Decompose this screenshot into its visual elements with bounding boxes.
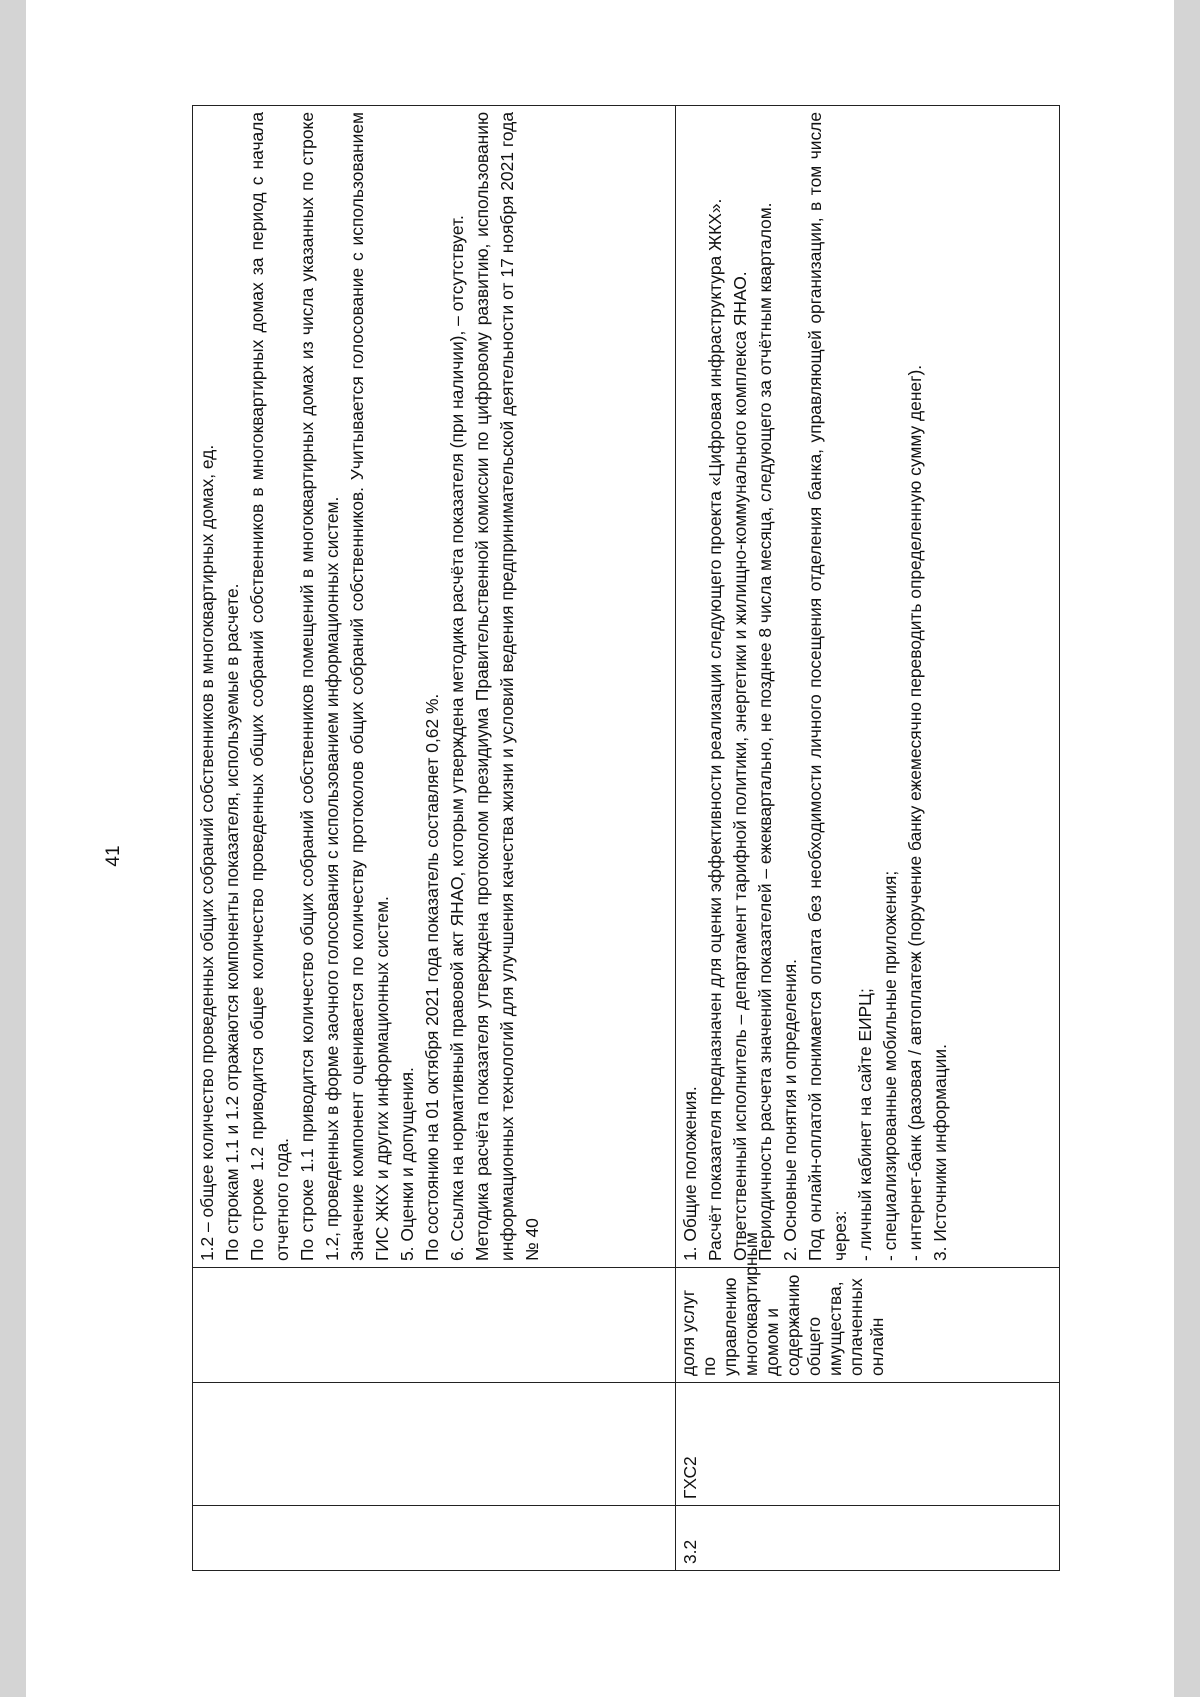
methodology-paragraph: Расчёт показателя предназначен для оценки эффективности реализации следующего проекта «Цифровая инфраструктура ЖКХ». xyxy=(705,198,725,1261)
table-row xyxy=(676,106,1060,1571)
indicator-code-cell: ГХС2 xyxy=(676,1383,1060,1506)
methodology-paragraph: 5. Оценки и допущения. xyxy=(397,1067,417,1261)
indicator-name-cell: доля услуг по управлению многоквартирным домом и содержанию общего имущества, оплаченных онлайн xyxy=(676,1268,1060,1383)
methodology-paragraph: 6. Ссылка на нормативный правовой акт ЯНАО, которым утверждена методика расчёта показателя (при наличии), – отсутствует. xyxy=(447,215,467,1261)
methodology-paragraph: - интернет-банк (разовая / автоплатеж (поручение банку ежемесячно переводить определенную сумму денег). xyxy=(905,364,925,1261)
indicator-code-cell xyxy=(193,1383,676,1506)
row-number-cell xyxy=(193,1506,676,1571)
methodology-paragraph: По состоянию на 01 октября 2021 года показатель составляет 0,62 %. xyxy=(422,693,442,1261)
page-number: 41 xyxy=(103,845,124,867)
methodology-paragraph: - личный кабинет на сайте ЕИРЦ; xyxy=(855,988,875,1261)
methodology-paragraph: Под онлайн-оплатой понимается оплата без необходимости личного посещения отделения банка, управляющей организации, в том числе через: xyxy=(805,112,850,1261)
methodology-cell xyxy=(193,106,676,1268)
methodology-paragraph: 1.2 – общее количество проведенных общих собраний собственников в многоквартирных домах, ед. xyxy=(197,444,217,1261)
methodology-paragraph: 1. Общие положения. xyxy=(680,1086,700,1261)
table-row xyxy=(193,106,676,1571)
methodology-paragraph: По строке 1.1 приводится количество общих собраний собственников помещений в многоквартирных домах из числа указанных по строке 1.2, проведенных в форме заочного голосования с использованием информационных систем. xyxy=(297,112,342,1261)
methodology-paragraph: - специализированные мобильные приложения; xyxy=(880,870,900,1261)
methodology-paragraph: Периодичность расчета значений показателей – ежеквартально, не позднее 8 числа месяца, следующего за отчётным кварталом. xyxy=(755,202,775,1261)
indicator-name-cell xyxy=(193,1268,676,1383)
row-number-cell: 3.2 xyxy=(676,1506,1060,1571)
scan-left-margin xyxy=(0,0,26,1697)
rotated-table-frame xyxy=(192,112,1055,1571)
methodology-paragraph: По строкам 1.1 и 1.2 отражаются компоненты показателя, используемые в расчете. xyxy=(222,583,242,1261)
methodology-paragraph: По строке 1.2 приводится общее количество проведенных общих собраний собственников в многоквартирных домах за период с начала отчетного года. xyxy=(247,112,292,1261)
methodology-paragraph: 3. Источники информации. xyxy=(930,1044,950,1261)
methodology-paragraph: Ответственный исполнитель – департамент тарифной политики, энергетики и жилищно-коммунального комплекса ЯНАО. xyxy=(730,271,750,1261)
methodology-paragraph: 2. Основные понятия и определения. xyxy=(780,959,800,1261)
methodology-paragraph: Значение компонент оценивается по количеству протоколов общих собраний собственников. Учитывается голосование с использованием ГИС ЖКХ и других информационных систем. xyxy=(347,112,392,1261)
methodology-cell xyxy=(676,106,1060,1268)
methodology-paragraph: Методика расчёта показателя утверждена протоколом президиума Правительственной комиссии по цифровому развитию, использованию информационных технологий для улучшения качества жизни и условий ведения предпринимательской деятельности от 17 ноября 2021 года № 40 xyxy=(472,112,542,1261)
indicator-table xyxy=(192,105,1060,1571)
scan-right-margin xyxy=(1174,0,1200,1697)
